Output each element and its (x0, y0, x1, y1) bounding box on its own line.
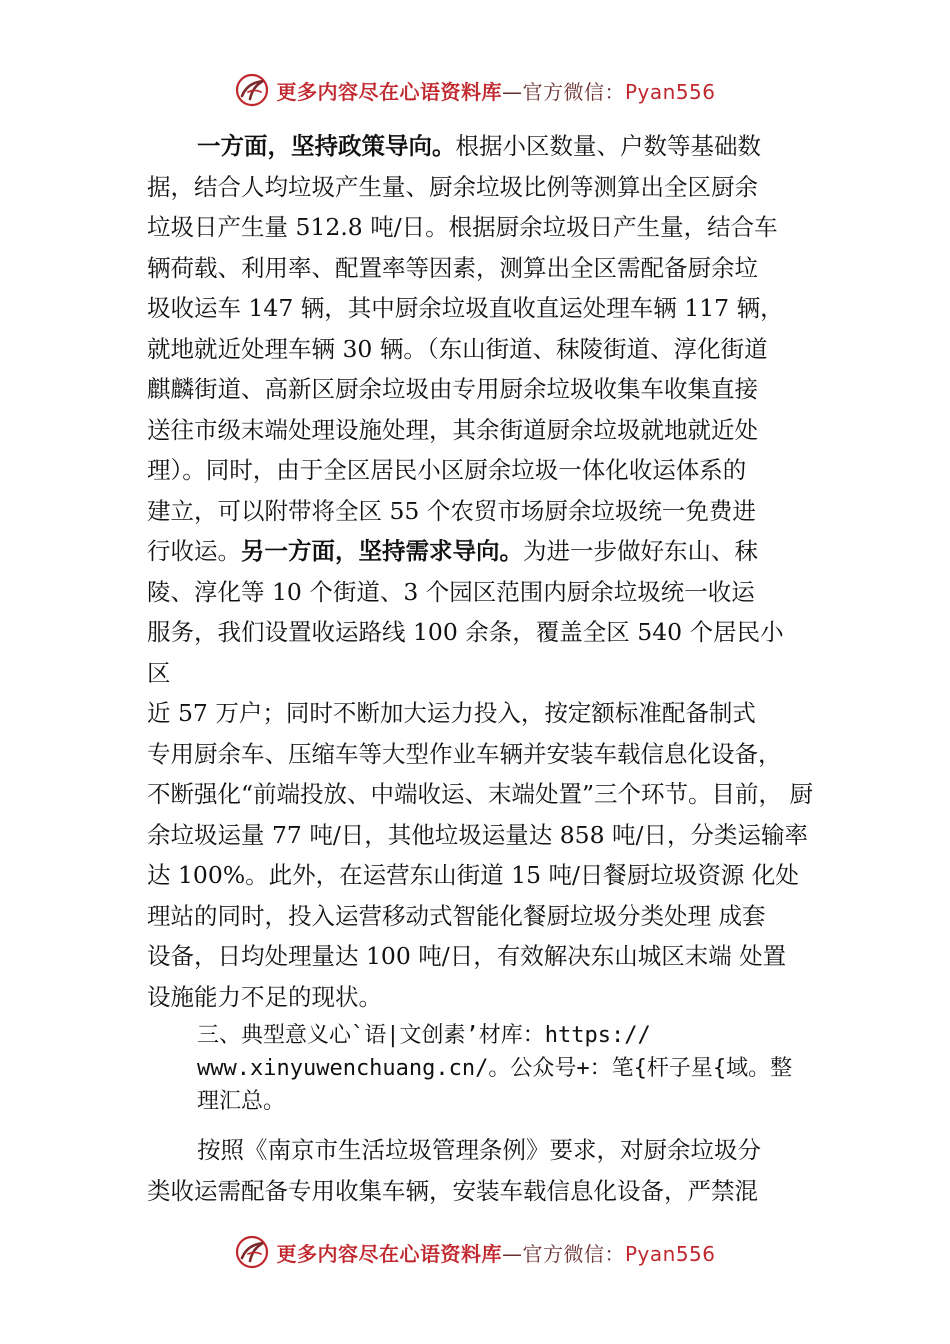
section-heading-typical: 三、典型意义心`语|文创素’材库：https:// www.xinyuwenchuang.cn/。公众号+：笔{杆子星{域。整 理汇总。 (197, 1023, 793, 1114)
banner-text: 更多内容尽在心语资料库—官方微信：Pyan556 (276, 1241, 716, 1266)
header-banner (0, 70, 950, 110)
paragraph-policy: 一方面，坚持政策导向。根据小区数量、户数等基础数 据，结合人均垃圾产生量、厨余垃圾比例等测算出全区厨余 垃圾日产生量 512.8 吨/日。根据厨余垃圾日产生量，结合车 辆荷载、利用率、配置率等因素，测算出全区需配备厨余垃 圾收运车 147 辆，其中厨余垃圾直收直运处理车辆 117 辆， 就地就近处理车辆 30 辆。（东山街道、秣陵街道、淳化街道 麒麟街道、高新区厨余垃圾由专用厨余垃圾收集车收集直接 送往市级末端处理设施处理，其余街道厨余垃圾就地就近处 理）。同时，由于全区居民小区厨余垃圾一体化收运体系的 建立，可以附带将全区 55 个农贸市场厨余垃圾统一免费进 行收运。另一方面，坚持需求导向。为进一步做好东山、秣 陵、淳化等 10 个街道、3 个园区范围内厨余垃圾统一收运 服务，我们设置收运路线 100 余条，覆盖全区 540 个居民小 区 近 57 万户；同时不断加大运力投入，按定额标准配备制式 专用厨余车、压缩车等大型作业车辆并安装车载信息化设备， 不断强化“前端投放、中端收运、末端处置”三个环节。目前， 厨 余垃圾运量 77 吨/日，其他垃圾运量达 858 吨/日，分类运输率 达 100%。此外，在运营东山街道 15 吨/日餐厨垃圾资源 化处 理站的同时，投入运营移动式智能化餐厨垃圾分类处理 成套 设备，日均处理量达 100 吨/日，有效解决东山城区末端 处置 设施能力不足的现状。 (147, 132, 813, 1011)
paragraph-regulation: 按照《南京市生活垃圾管理条例》要求，对厨余垃圾分 类收运需配备专用收集车辆，安装车载信息化设备，严禁混 (147, 1136, 761, 1205)
banner-text: 更多内容尽在心语资料库—官方微信：Pyan556 (276, 79, 716, 104)
footer-banner (0, 1232, 950, 1272)
document-body (147, 126, 837, 1211)
brand-logo-icon (234, 1234, 270, 1270)
brand-logo-icon (234, 72, 270, 108)
